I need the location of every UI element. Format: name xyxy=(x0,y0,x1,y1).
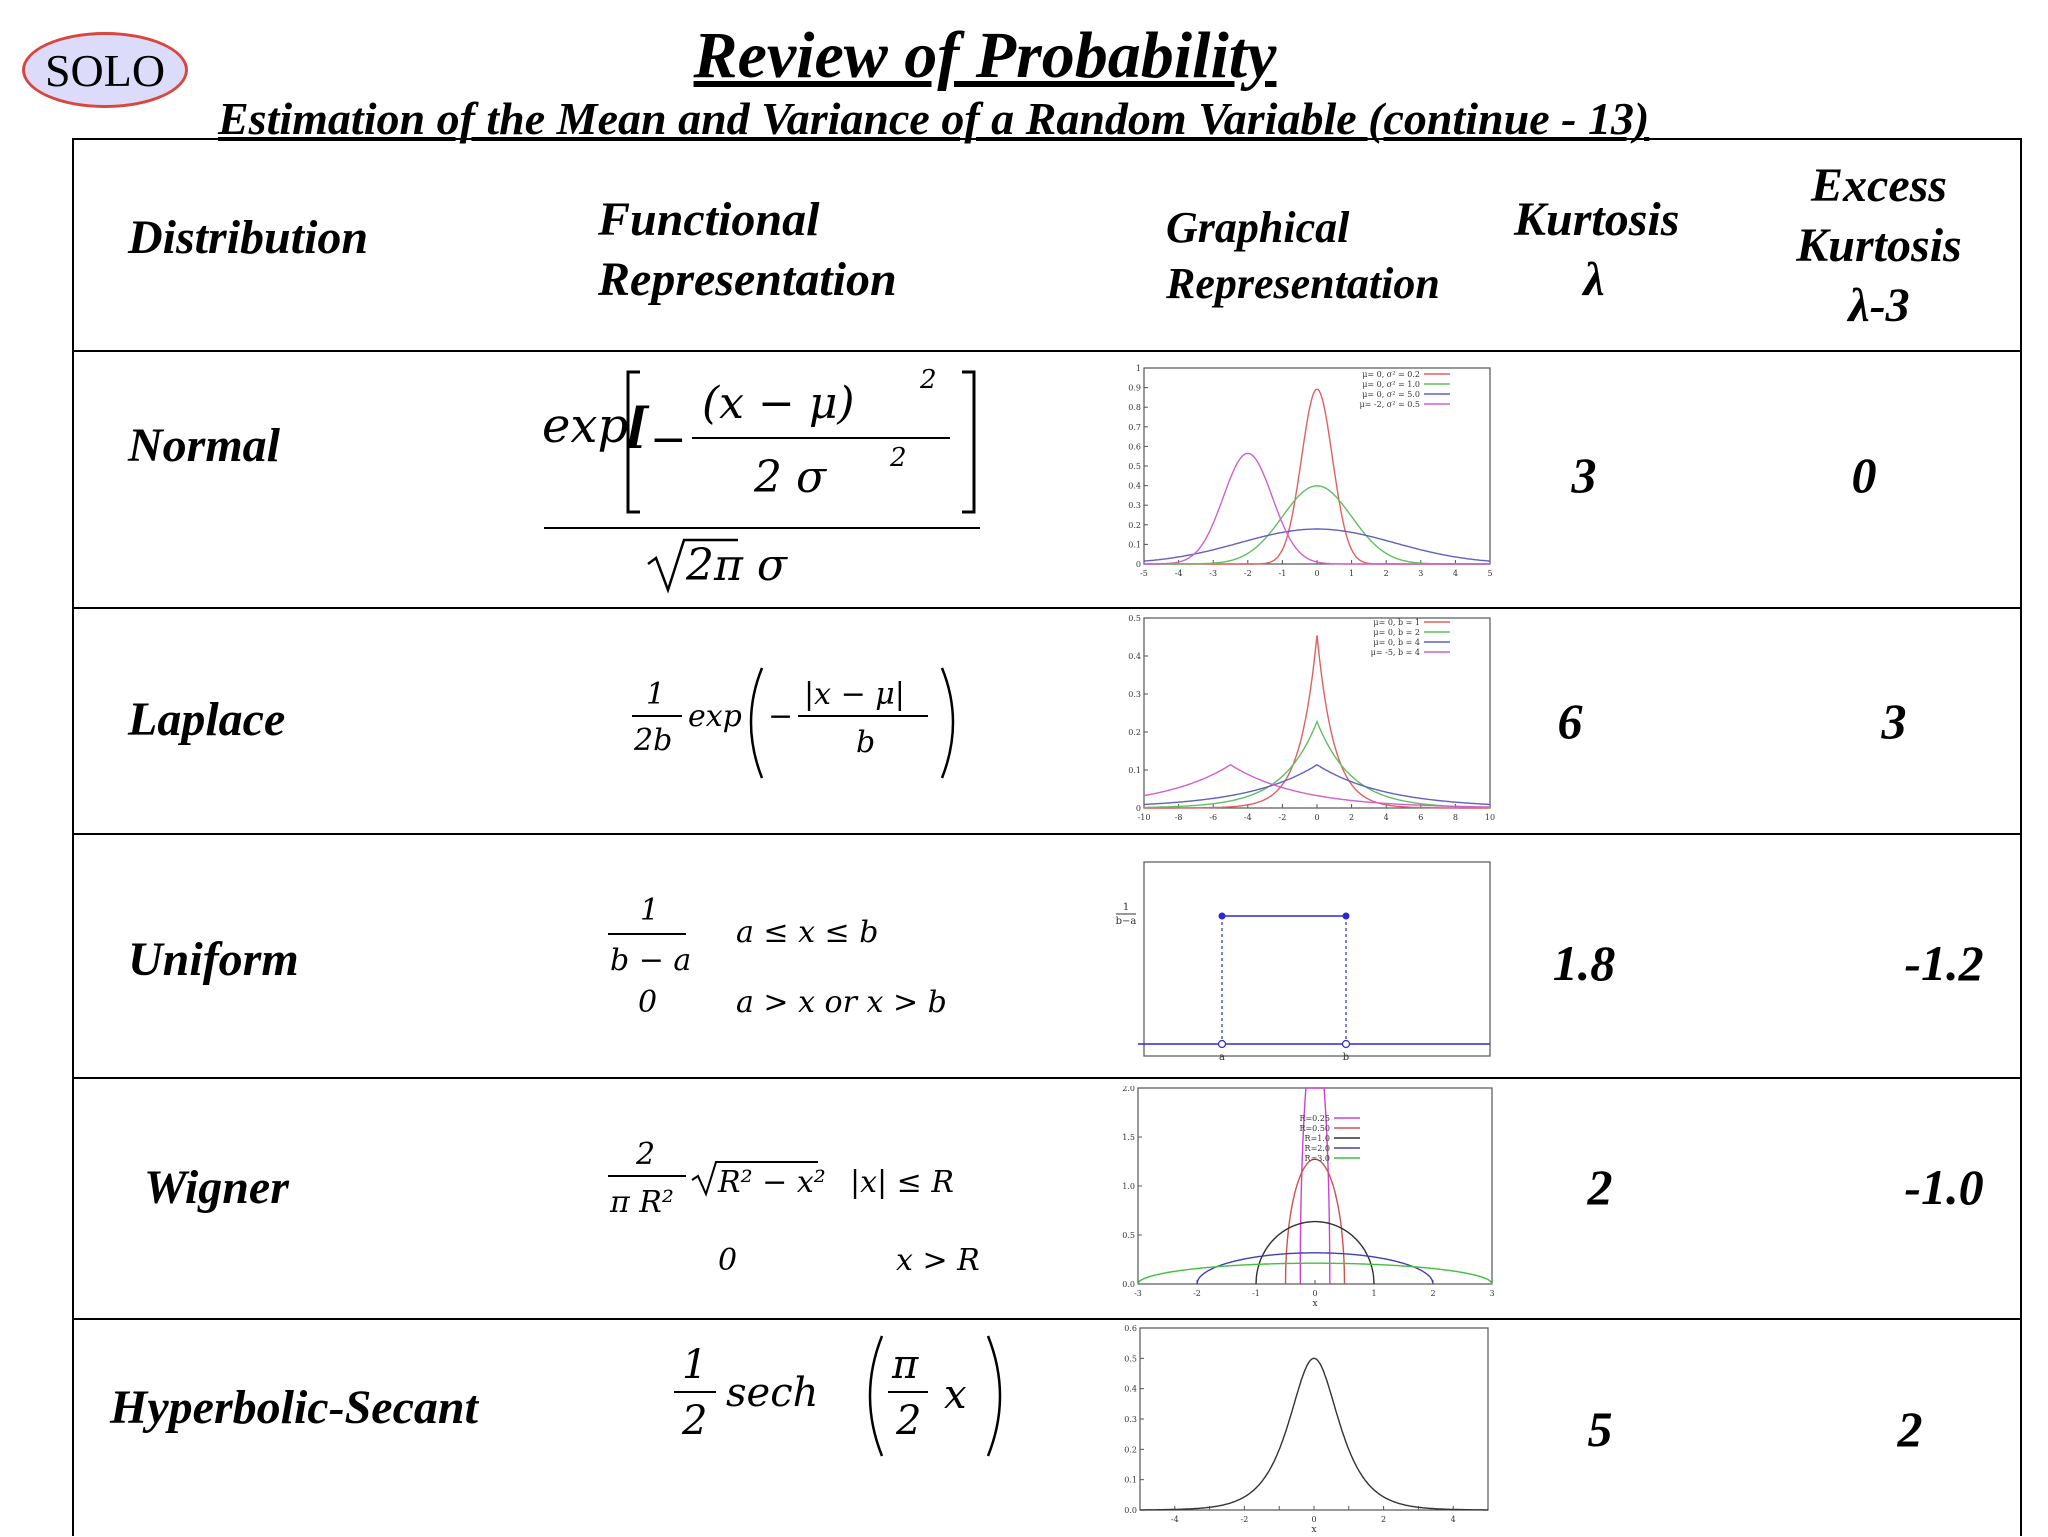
y-tick-label: 0.3 xyxy=(1128,501,1141,511)
formula-laplace xyxy=(622,660,982,790)
row-name-uniform: Uniform xyxy=(128,933,299,986)
uniform-label-a: a xyxy=(1219,1052,1225,1063)
y-tick-label: 0 xyxy=(1135,804,1141,813)
series-curve xyxy=(1144,453,1490,564)
normal-denominator: 2 σ xyxy=(754,452,827,503)
header-functional-line1: Functional xyxy=(598,193,820,246)
row-name-laplace: Laplace xyxy=(128,693,286,746)
header-graphical xyxy=(1166,200,1440,312)
x-tick-label: -6 xyxy=(1209,813,1218,822)
header-excess-line1: Excess xyxy=(1811,159,1947,212)
uniform-zero: 0 xyxy=(638,985,658,1020)
series-curve xyxy=(1144,529,1490,561)
header-functional xyxy=(598,190,897,310)
header-distribution: Distribution xyxy=(128,211,369,264)
legend-label: R=1.0 xyxy=(1304,1134,1330,1143)
x-tick-label: 3 xyxy=(1489,1289,1495,1298)
y-tick-label: 0.8 xyxy=(1128,403,1141,413)
x-tick-label: -4 xyxy=(1174,569,1183,578)
x-tick-label: -8 xyxy=(1174,813,1183,822)
legend-label: μ= 0, σ² = 1.0 xyxy=(1362,380,1420,389)
y-tick-label: 0 xyxy=(1135,560,1141,569)
row-divider xyxy=(74,1077,2020,1079)
graph-normal-svg xyxy=(1108,362,1498,580)
header-functional-line2: Representation xyxy=(598,253,897,306)
legend-label: R=0.50 xyxy=(1299,1124,1330,1133)
laplace-denominator: b xyxy=(856,725,876,760)
header-graphical-line2: Representation xyxy=(1166,259,1440,308)
graph-uniform-svg xyxy=(1102,850,1498,1068)
formula-wigner xyxy=(606,1118,1026,1278)
y-tick-label: 1.5 xyxy=(1122,1133,1135,1142)
x-tick-label: 3 xyxy=(1418,569,1424,578)
series-curve xyxy=(1197,1253,1433,1284)
graph-wigner-svg xyxy=(1108,1086,1498,1308)
x-tick-label: -2 xyxy=(1240,1515,1249,1524)
header-excess-line2: Kurtosis xyxy=(1796,219,1962,272)
graph-uniform xyxy=(1102,850,1498,1068)
legend-label: μ= 0, σ² = 5.0 xyxy=(1362,390,1420,399)
normal-sqrt-content: 2π σ xyxy=(686,540,787,591)
uniform-num: 1 xyxy=(640,893,660,928)
series-curve xyxy=(1144,765,1490,805)
y-tick-label: 1.0 xyxy=(1122,1182,1135,1191)
legend-label: μ= 0, b = 1 xyxy=(1373,618,1420,627)
x-tick-label: 0 xyxy=(1311,1515,1317,1524)
x-tick-label: -3 xyxy=(1209,569,1218,578)
row-name-normal: Normal xyxy=(128,419,281,472)
plot-frame xyxy=(1144,618,1490,808)
graph-wigner xyxy=(1108,1086,1498,1308)
graph-hyperbolic-secant xyxy=(1108,1322,1498,1532)
legend-label: μ= -5, b = 4 xyxy=(1370,648,1420,657)
formula-normal xyxy=(542,358,982,598)
excess-hyperbolic-secant: 2 xyxy=(1897,1401,1923,1457)
x-tick-label: 2 xyxy=(1381,1515,1387,1524)
hsec-paren-left xyxy=(870,1336,882,1456)
y-tick-label: 0.6 xyxy=(1128,442,1141,452)
header-excess-kurtosis xyxy=(1774,156,1984,336)
formula-hsec-svg xyxy=(670,1326,1010,1466)
x-tick-label: -4 xyxy=(1243,813,1252,822)
y-tick-label: 0.2 xyxy=(1128,728,1141,737)
wigner-cond-2: x > R xyxy=(896,1243,980,1278)
legend-label: μ= 0, σ² = 0.2 xyxy=(1362,370,1420,379)
y-tick-label: 0.4 xyxy=(1128,652,1141,661)
y-tick-label: 0.5 xyxy=(1124,1354,1137,1364)
hsec-sech: sech xyxy=(726,1370,819,1416)
kurtosis-laplace: 6 xyxy=(1557,693,1583,749)
plot-frame xyxy=(1144,862,1490,1056)
header-excess-line3: λ-3 xyxy=(1848,279,1910,332)
y-tick-label: 0.3 xyxy=(1124,1415,1137,1424)
normal-num-square: 2 xyxy=(920,365,937,395)
x-tick-label: 0 xyxy=(1314,813,1320,822)
graph-laplace xyxy=(1108,612,1498,828)
x-tick-label: 2 xyxy=(1383,569,1389,578)
excess-laplace: 3 xyxy=(1881,693,1907,749)
y-tick-label: 0.4 xyxy=(1128,481,1141,491)
row-name-hyperbolic-secant: Hyperbolic-Secant xyxy=(110,1381,478,1434)
laplace-coef-den: 2b xyxy=(634,723,673,758)
x-tick-label: 1 xyxy=(1349,569,1355,578)
uniform-label-b: b xyxy=(1342,1052,1350,1063)
normal-exp: exp xyxy=(542,398,629,454)
excess-normal: 0 xyxy=(1851,447,1877,503)
graph-hsec-svg xyxy=(1108,1322,1498,1532)
y-tick-label: 1 xyxy=(1135,364,1141,373)
x-tick-label: 5 xyxy=(1487,569,1493,578)
hsec-num: 1 xyxy=(682,1342,708,1388)
y-tick-label: 0.1 xyxy=(1128,766,1141,775)
x-tick-label: 2 xyxy=(1349,813,1355,822)
y-tick-label: 0.9 xyxy=(1128,383,1141,393)
hsec-den: 2 xyxy=(682,1398,708,1444)
laplace-paren-left xyxy=(751,668,762,778)
legend-label: μ= 0, b = 2 xyxy=(1373,628,1420,637)
laplace-exp: exp xyxy=(688,699,742,734)
y-tick-label: 0.0 xyxy=(1122,1280,1135,1289)
graph-laplace-svg xyxy=(1108,612,1498,828)
x-tick-label: -10 xyxy=(1137,813,1151,822)
hsec-paren-right xyxy=(988,1336,1000,1456)
x-tick-label: 8 xyxy=(1452,813,1458,822)
normal-den-square: 2 xyxy=(890,443,907,473)
x-tick-label: 1 xyxy=(1371,1289,1377,1298)
uniform-ylabel-den: b−a xyxy=(1115,916,1137,927)
x-tick-label: -1 xyxy=(1252,1289,1260,1298)
formula-uniform-svg xyxy=(596,882,996,1022)
uniform-point-a-bottom xyxy=(1219,1041,1226,1048)
x-tick-label: 4 xyxy=(1450,1515,1456,1524)
legend-label: μ= 0, b = 4 xyxy=(1373,638,1420,647)
x-tick-label: 6 xyxy=(1418,813,1424,822)
x-axis-label: x xyxy=(1312,1299,1318,1308)
x-tick-label: 0 xyxy=(1312,1289,1318,1298)
legend-label: R=3.0 xyxy=(1304,1154,1330,1163)
badge-text: SOLO xyxy=(44,44,166,96)
laplace-paren-right xyxy=(942,668,953,778)
x-tick-label: -2 xyxy=(1278,813,1287,822)
legend-label: R=2.0 xyxy=(1304,1144,1330,1153)
x-tick-label: -4 xyxy=(1170,1515,1179,1524)
row-name-wigner: Wigner xyxy=(144,1161,289,1214)
x-axis-label: x xyxy=(1311,1525,1317,1532)
laplace-coef-num: 1 xyxy=(646,677,666,712)
y-tick-label: 0.6 xyxy=(1124,1324,1137,1333)
y-tick-label: 0.3 xyxy=(1128,690,1141,699)
uniform-ylabel-num: 1 xyxy=(1122,902,1130,913)
x-tick-label: -2 xyxy=(1243,569,1252,578)
row-divider xyxy=(74,607,2020,609)
kurtosis-hyperbolic-secant: 5 xyxy=(1587,1401,1613,1457)
uniform-point-a-top xyxy=(1219,913,1226,920)
distribution-table xyxy=(72,138,2022,1536)
header-kurtosis xyxy=(1514,190,1680,310)
hsec-pi: π xyxy=(892,1342,919,1388)
row-divider xyxy=(74,833,2020,835)
formula-laplace-svg xyxy=(622,660,982,790)
excess-wigner: -1.0 xyxy=(1904,1159,1984,1215)
x-tick-label: 4 xyxy=(1452,569,1458,578)
y-tick-label: 0.1 xyxy=(1124,1475,1137,1485)
row-divider xyxy=(74,1318,2020,1320)
row-divider xyxy=(74,350,2020,352)
formula-normal-svg xyxy=(542,358,982,598)
y-tick-label: 0.5 xyxy=(1128,462,1141,471)
x-tick-label: 4 xyxy=(1383,813,1389,822)
y-tick-label: 0.7 xyxy=(1128,422,1141,432)
uniform-den: b − a xyxy=(610,943,692,978)
y-tick-label: 0.4 xyxy=(1124,1384,1137,1394)
normal-bracket-right-path xyxy=(962,372,974,512)
x-tick-label: 2 xyxy=(1430,1289,1436,1298)
page-subtitle: Estimation of the Mean and Variance of a Random Variable (continue - 13) xyxy=(218,93,1650,144)
kurtosis-wigner: 2 xyxy=(1587,1159,1613,1215)
y-tick-label: 0.0 xyxy=(1124,1506,1137,1515)
legend-label: μ= -2, σ² = 0.5 xyxy=(1359,400,1420,409)
y-tick-label: 0.5 xyxy=(1128,614,1141,623)
formula-wigner-svg xyxy=(606,1118,1026,1278)
uniform-cond-1: a ≤ x ≤ b xyxy=(736,915,879,950)
y-tick-label: 0.2 xyxy=(1124,1445,1137,1455)
normal-numerator: (x − μ) xyxy=(702,378,855,429)
plot-frame xyxy=(1144,368,1490,564)
uniform-point-b-bottom xyxy=(1343,1041,1350,1048)
x-tick-label: -5 xyxy=(1140,569,1148,578)
uniform-cond-2: a > x or x > b xyxy=(736,985,947,1020)
header-graphical-line1: Graphical xyxy=(1166,203,1350,252)
formula-hyperbolic-secant xyxy=(670,1326,1010,1466)
x-tick-label: -3 xyxy=(1134,1289,1142,1298)
x-tick-label: 0 xyxy=(1314,569,1320,578)
wigner-den: π R² xyxy=(610,1185,674,1220)
plot-frame xyxy=(1140,1328,1488,1510)
wigner-num: 2 xyxy=(636,1137,656,1172)
y-tick-label: 2.0 xyxy=(1122,1086,1135,1093)
y-tick-label: 0.5 xyxy=(1122,1231,1135,1240)
header-kurtosis-line2: λ xyxy=(1583,253,1605,306)
laplace-minus: − xyxy=(768,699,794,734)
normal-minus: − xyxy=(650,414,687,465)
wigner-zero: 0 xyxy=(718,1243,738,1278)
y-tick-label: 0.2 xyxy=(1128,520,1141,530)
x-tick-label: -1 xyxy=(1278,569,1287,578)
header-kurtosis-line1: Kurtosis xyxy=(1514,193,1680,246)
hsec-x: x xyxy=(944,1372,967,1418)
graph-normal xyxy=(1108,362,1498,580)
formula-uniform xyxy=(596,882,996,1022)
y-tick-label: 0.1 xyxy=(1128,540,1141,550)
normal-bracket-left: [ xyxy=(626,398,649,454)
excess-uniform: -1.2 xyxy=(1904,935,1984,991)
wigner-sqrt-content: R² − x² xyxy=(718,1165,826,1200)
x-tick-label: -2 xyxy=(1193,1289,1201,1298)
laplace-numerator: |x − μ| xyxy=(804,677,905,712)
page-title: Review of Probability xyxy=(693,19,1277,92)
uniform-point-b-top xyxy=(1343,913,1350,920)
series-curve xyxy=(1144,389,1490,564)
legend-label: R=0.25 xyxy=(1299,1114,1330,1123)
x-tick-label: 10 xyxy=(1484,813,1496,822)
kurtosis-normal: 3 xyxy=(1571,447,1597,503)
kurtosis-uniform: 1.8 xyxy=(1552,935,1616,991)
wigner-cond-1: |x| ≤ R xyxy=(850,1165,954,1200)
hsec-pi-den: 2 xyxy=(896,1398,922,1444)
series-curve xyxy=(1140,1358,1488,1510)
